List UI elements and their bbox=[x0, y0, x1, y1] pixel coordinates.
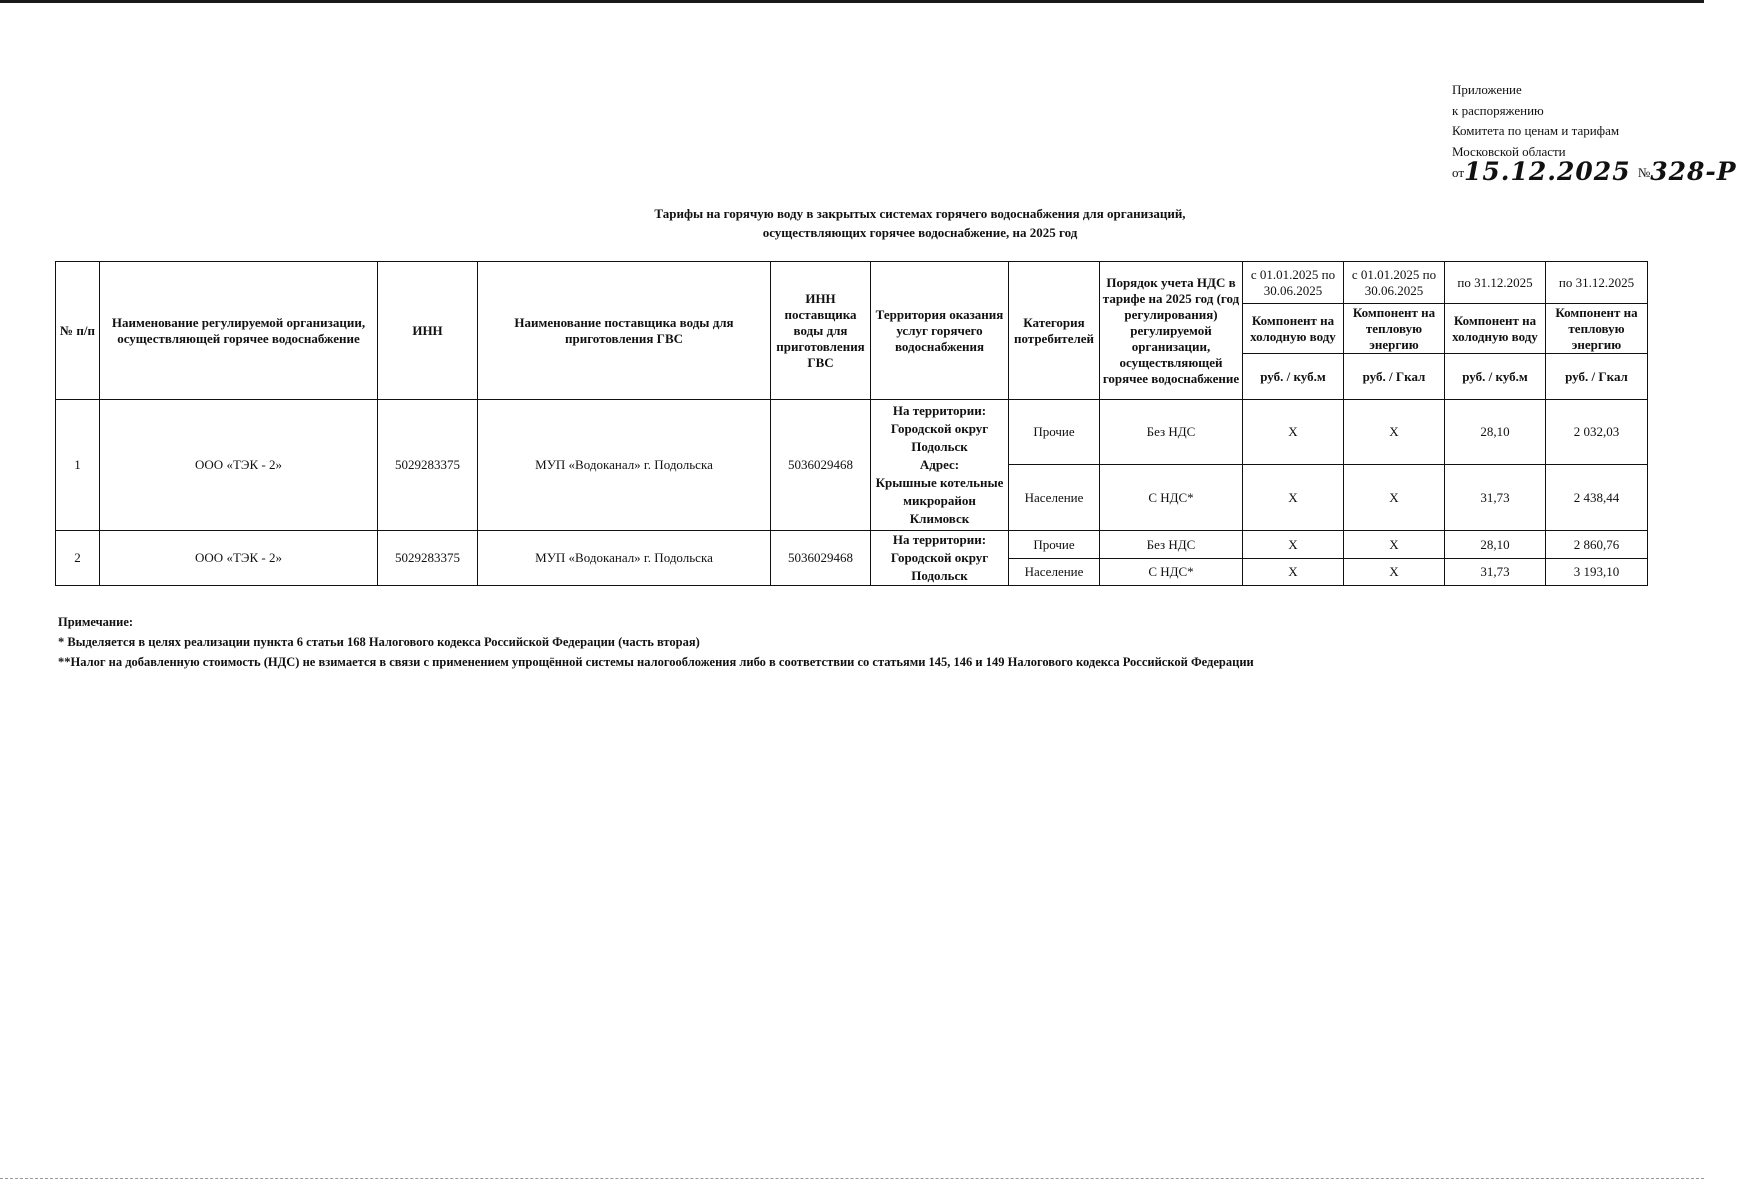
tariffs-table bbox=[55, 261, 1648, 586]
header-unit: руб. / Гкал bbox=[1344, 354, 1445, 400]
header-component: Компонент на тепловую энергию bbox=[1546, 304, 1648, 354]
row-category: Население bbox=[1009, 559, 1100, 586]
header-territory: Территория оказания услуг горячего водоснабжения bbox=[871, 262, 1009, 400]
territory-line: Подольск bbox=[911, 439, 968, 454]
header-num: № п/п bbox=[56, 262, 100, 400]
appendix-line: к распоряжению bbox=[1452, 102, 1544, 118]
scan-top-edge bbox=[0, 0, 1704, 3]
territory-line: Городской округ bbox=[890, 421, 989, 436]
appendix-block bbox=[1452, 80, 1737, 186]
row-category: Население bbox=[1009, 465, 1100, 531]
row-supplier-inn: 5036029468 bbox=[771, 531, 871, 586]
row-value: 2 032,03 bbox=[1546, 400, 1648, 465]
territory-line: Адрес: bbox=[919, 457, 960, 472]
territory-line: Крышные котельные bbox=[875, 475, 1004, 490]
handwritten-number: 328-Р bbox=[1650, 157, 1737, 186]
appendix-date-row bbox=[1452, 157, 1737, 186]
note-item: **Налог на добавленную стоимость (НДС) не взимается в связи с применением упрощённой системы налогообложения либо в соответствии со статьями 145, 146 и 149 Налогового кодекса Российской Федерации bbox=[58, 655, 1254, 669]
row-value: 31,73 bbox=[1445, 465, 1546, 531]
header-period: по 31.12.2025 bbox=[1546, 262, 1648, 304]
territory-line: микрорайон bbox=[903, 493, 976, 508]
row-num: 2 bbox=[56, 531, 100, 586]
header-period: с 01.01.2025 по 30.06.2025 bbox=[1243, 262, 1344, 304]
row-territory bbox=[871, 531, 1009, 586]
row-value: 2 438,44 bbox=[1546, 465, 1648, 531]
row-value: Х bbox=[1344, 531, 1445, 559]
table-row bbox=[56, 531, 1648, 559]
territory-line: Климовск bbox=[909, 511, 970, 526]
row-value: 28,10 bbox=[1445, 531, 1546, 559]
number-prefix: № bbox=[1637, 165, 1651, 180]
row-num: 1 bbox=[56, 400, 100, 531]
row-org: ООО «ТЭК - 2» bbox=[100, 531, 378, 586]
row-value: 28,10 bbox=[1445, 400, 1546, 465]
row-supplier: МУП «Водоканал» г. Подольска bbox=[478, 400, 771, 531]
handwritten-date: 15.12.2025 bbox=[1464, 157, 1631, 186]
header-period: с 01.01.2025 по 30.06.2025 bbox=[1344, 262, 1445, 304]
row-inn: 5029283375 bbox=[378, 400, 478, 531]
header-component: Компонент на тепловую энергию bbox=[1344, 304, 1445, 354]
header-org: Наименование регулируемой организации, осуществляющей горячее водоснабжение bbox=[100, 262, 378, 400]
header-unit: руб. / Гкал bbox=[1546, 354, 1648, 400]
header-component: Компонент на холодную воду bbox=[1243, 304, 1344, 354]
row-value: Х bbox=[1344, 400, 1445, 465]
row-value: Х bbox=[1243, 400, 1344, 465]
header-inn: ИНН bbox=[378, 262, 478, 400]
row-vat: С НДС* bbox=[1100, 559, 1243, 586]
header-vat: Порядок учета НДС в тарифе на 2025 год (год регулирования) регулируемой организации, осуществляющей горячее водоснабжение bbox=[1100, 262, 1243, 400]
row-value: Х bbox=[1243, 559, 1344, 586]
header-supplier-inn: ИНН поставщика воды для приготовления ГВС bbox=[771, 262, 871, 400]
row-vat: Без НДС bbox=[1100, 400, 1243, 465]
territory-line: Подольск bbox=[911, 568, 968, 583]
document-title bbox=[420, 204, 1420, 242]
header-unit: руб. / куб.м bbox=[1243, 354, 1344, 400]
row-value: 3 193,10 bbox=[1546, 559, 1648, 586]
header-component: Компонент на холодную воду bbox=[1445, 304, 1546, 354]
row-vat: С НДС* bbox=[1100, 465, 1243, 531]
notes-block bbox=[58, 612, 1254, 672]
row-territory bbox=[871, 400, 1009, 531]
row-category: Прочие bbox=[1009, 531, 1100, 559]
title-line: осуществляющих горячее водоснабжение, на 2025 год bbox=[762, 225, 1078, 240]
header-unit: руб. / куб.м bbox=[1445, 354, 1546, 400]
territory-line: На территории: bbox=[892, 532, 987, 547]
header-supplier: Наименование поставщика воды для приготовления ГВС bbox=[478, 262, 771, 400]
row-supplier-inn: 5036029468 bbox=[771, 400, 871, 531]
row-value: Х bbox=[1243, 531, 1344, 559]
row-category: Прочие bbox=[1009, 400, 1100, 465]
appendix-line: Приложение bbox=[1452, 82, 1522, 97]
row-value: Х bbox=[1344, 465, 1445, 531]
header-period: по 31.12.2025 bbox=[1445, 262, 1546, 304]
territory-line: Городской округ bbox=[890, 550, 989, 565]
scan-bottom-edge bbox=[0, 1178, 1704, 1179]
notes-title: Примечание: bbox=[58, 615, 134, 629]
row-supplier: МУП «Водоканал» г. Подольска bbox=[478, 531, 771, 586]
territory-line: На территории: bbox=[892, 403, 987, 418]
title-line: Тарифы на горячую воду в закрытых системах горячего водоснабжения для организаций, bbox=[654, 206, 1186, 221]
date-prefix: от bbox=[1452, 165, 1465, 180]
note-item: * Выделяется в целях реализации пункта 6 статьи 168 Налогового кодекса Российской Федерации (часть вторая) bbox=[58, 635, 700, 649]
row-org: ООО «ТЭК - 2» bbox=[100, 400, 378, 531]
row-value: Х bbox=[1243, 465, 1344, 531]
appendix-line: Московской области bbox=[1452, 143, 1566, 159]
row-inn: 5029283375 bbox=[378, 531, 478, 586]
appendix-line: Комитета по ценам и тарифам bbox=[1452, 123, 1620, 138]
row-value: 2 860,76 bbox=[1546, 531, 1648, 559]
row-value: Х bbox=[1344, 559, 1445, 586]
row-value: 31,73 bbox=[1445, 559, 1546, 586]
table-row bbox=[56, 400, 1648, 465]
header-category: Категория потребителей bbox=[1009, 262, 1100, 400]
row-vat: Без НДС bbox=[1100, 531, 1243, 559]
